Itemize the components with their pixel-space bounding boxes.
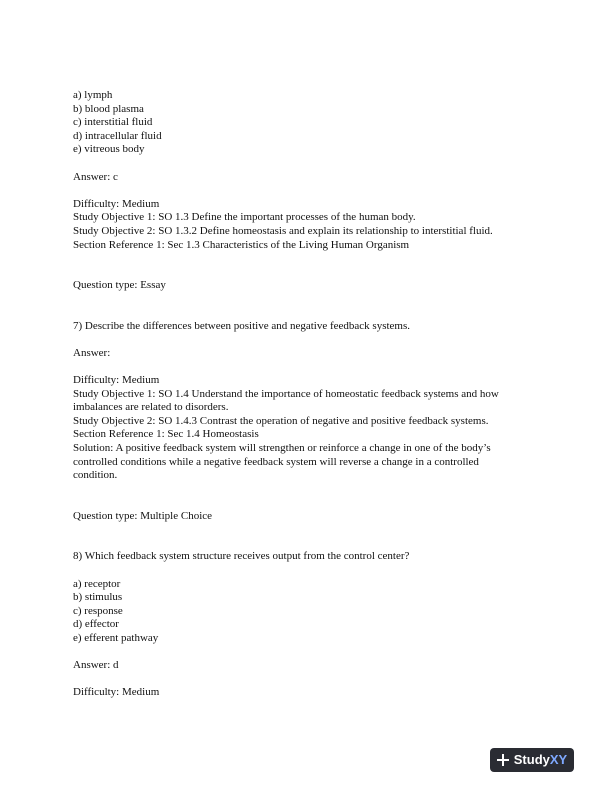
q8-question-type: Question type: Multiple Choice <box>73 509 213 522</box>
q6-objective-1: Study Objective 1: SO 1.3 Define the important processes of the human body. <box>73 211 416 224</box>
q6-option-e: e) vitreous body <box>73 143 145 156</box>
q7-difficulty: Difficulty: Medium <box>73 374 160 387</box>
q7-objective-1-line-2: imbalances are related to disorders. <box>73 401 229 414</box>
q7-section-reference: Section Reference 1: Sec 1.4 Homeostasis <box>73 428 259 441</box>
q6-objective-2: Study Objective 2: SO 1.3.2 Define homeostasis and explain its relationship to interstitial fluid. <box>73 224 493 237</box>
logo-text-xy: XY <box>549 752 568 768</box>
q6-option-d: d) intracellular fluid <box>73 129 162 142</box>
q7-question: 7) Describe the differences between positive and negative feedback systems. <box>73 319 410 332</box>
document-page <box>73 89 543 700</box>
q8-option-c: c) response <box>73 604 123 617</box>
q8-option-a: a) receptor <box>73 577 121 590</box>
q7-objective-1-line-1: Study Objective 1: SO 1.4 Understand the importance of homeostatic feedback systems and how <box>73 387 499 400</box>
q8-difficulty: Difficulty: Medium <box>73 686 160 699</box>
q6-option-c: c) interstitial fluid <box>73 116 153 129</box>
q6-answer: Answer: c <box>73 170 118 183</box>
q7-question-type: Question type: Essay <box>73 279 166 292</box>
q6-section-reference: Section Reference 1: Sec 1.3 Characteristics of the Living Human Organism <box>73 238 410 251</box>
q7-solution-line-2: controlled conditions while a negative feedback system will reverse a change in a controlled <box>73 455 479 468</box>
q8-answer: Answer: d <box>73 659 119 672</box>
q7-answer: Answer: <box>73 346 111 359</box>
logo-text <box>514 753 567 767</box>
plus-icon <box>497 754 509 766</box>
q7-solution-line-1: Solution: A positive feedback system will strengthen or reinforce a change in one of the body’s <box>73 442 491 455</box>
studyxy-logo-badge[interactable] <box>490 748 574 772</box>
q7-objective-2: Study Objective 2: SO 1.4.3 Contrast the operation of negative and positive feedback systems. <box>73 414 489 427</box>
q6-option-b: b) blood plasma <box>73 102 144 115</box>
q8-option-b: b) stimulus <box>73 591 123 604</box>
q8-option-e: e) efferent pathway <box>73 632 159 644</box>
logo-text-study: Study <box>513 752 550 768</box>
q8-question: 8) Which feedback system structure receives output from the control center? <box>73 550 410 563</box>
q6-option-a: a) lymph <box>73 89 113 101</box>
q7-solution-line-3: condition. <box>73 469 118 482</box>
q8-option-d: d) effector <box>73 618 119 631</box>
q6-difficulty: Difficulty: Medium <box>73 197 160 210</box>
